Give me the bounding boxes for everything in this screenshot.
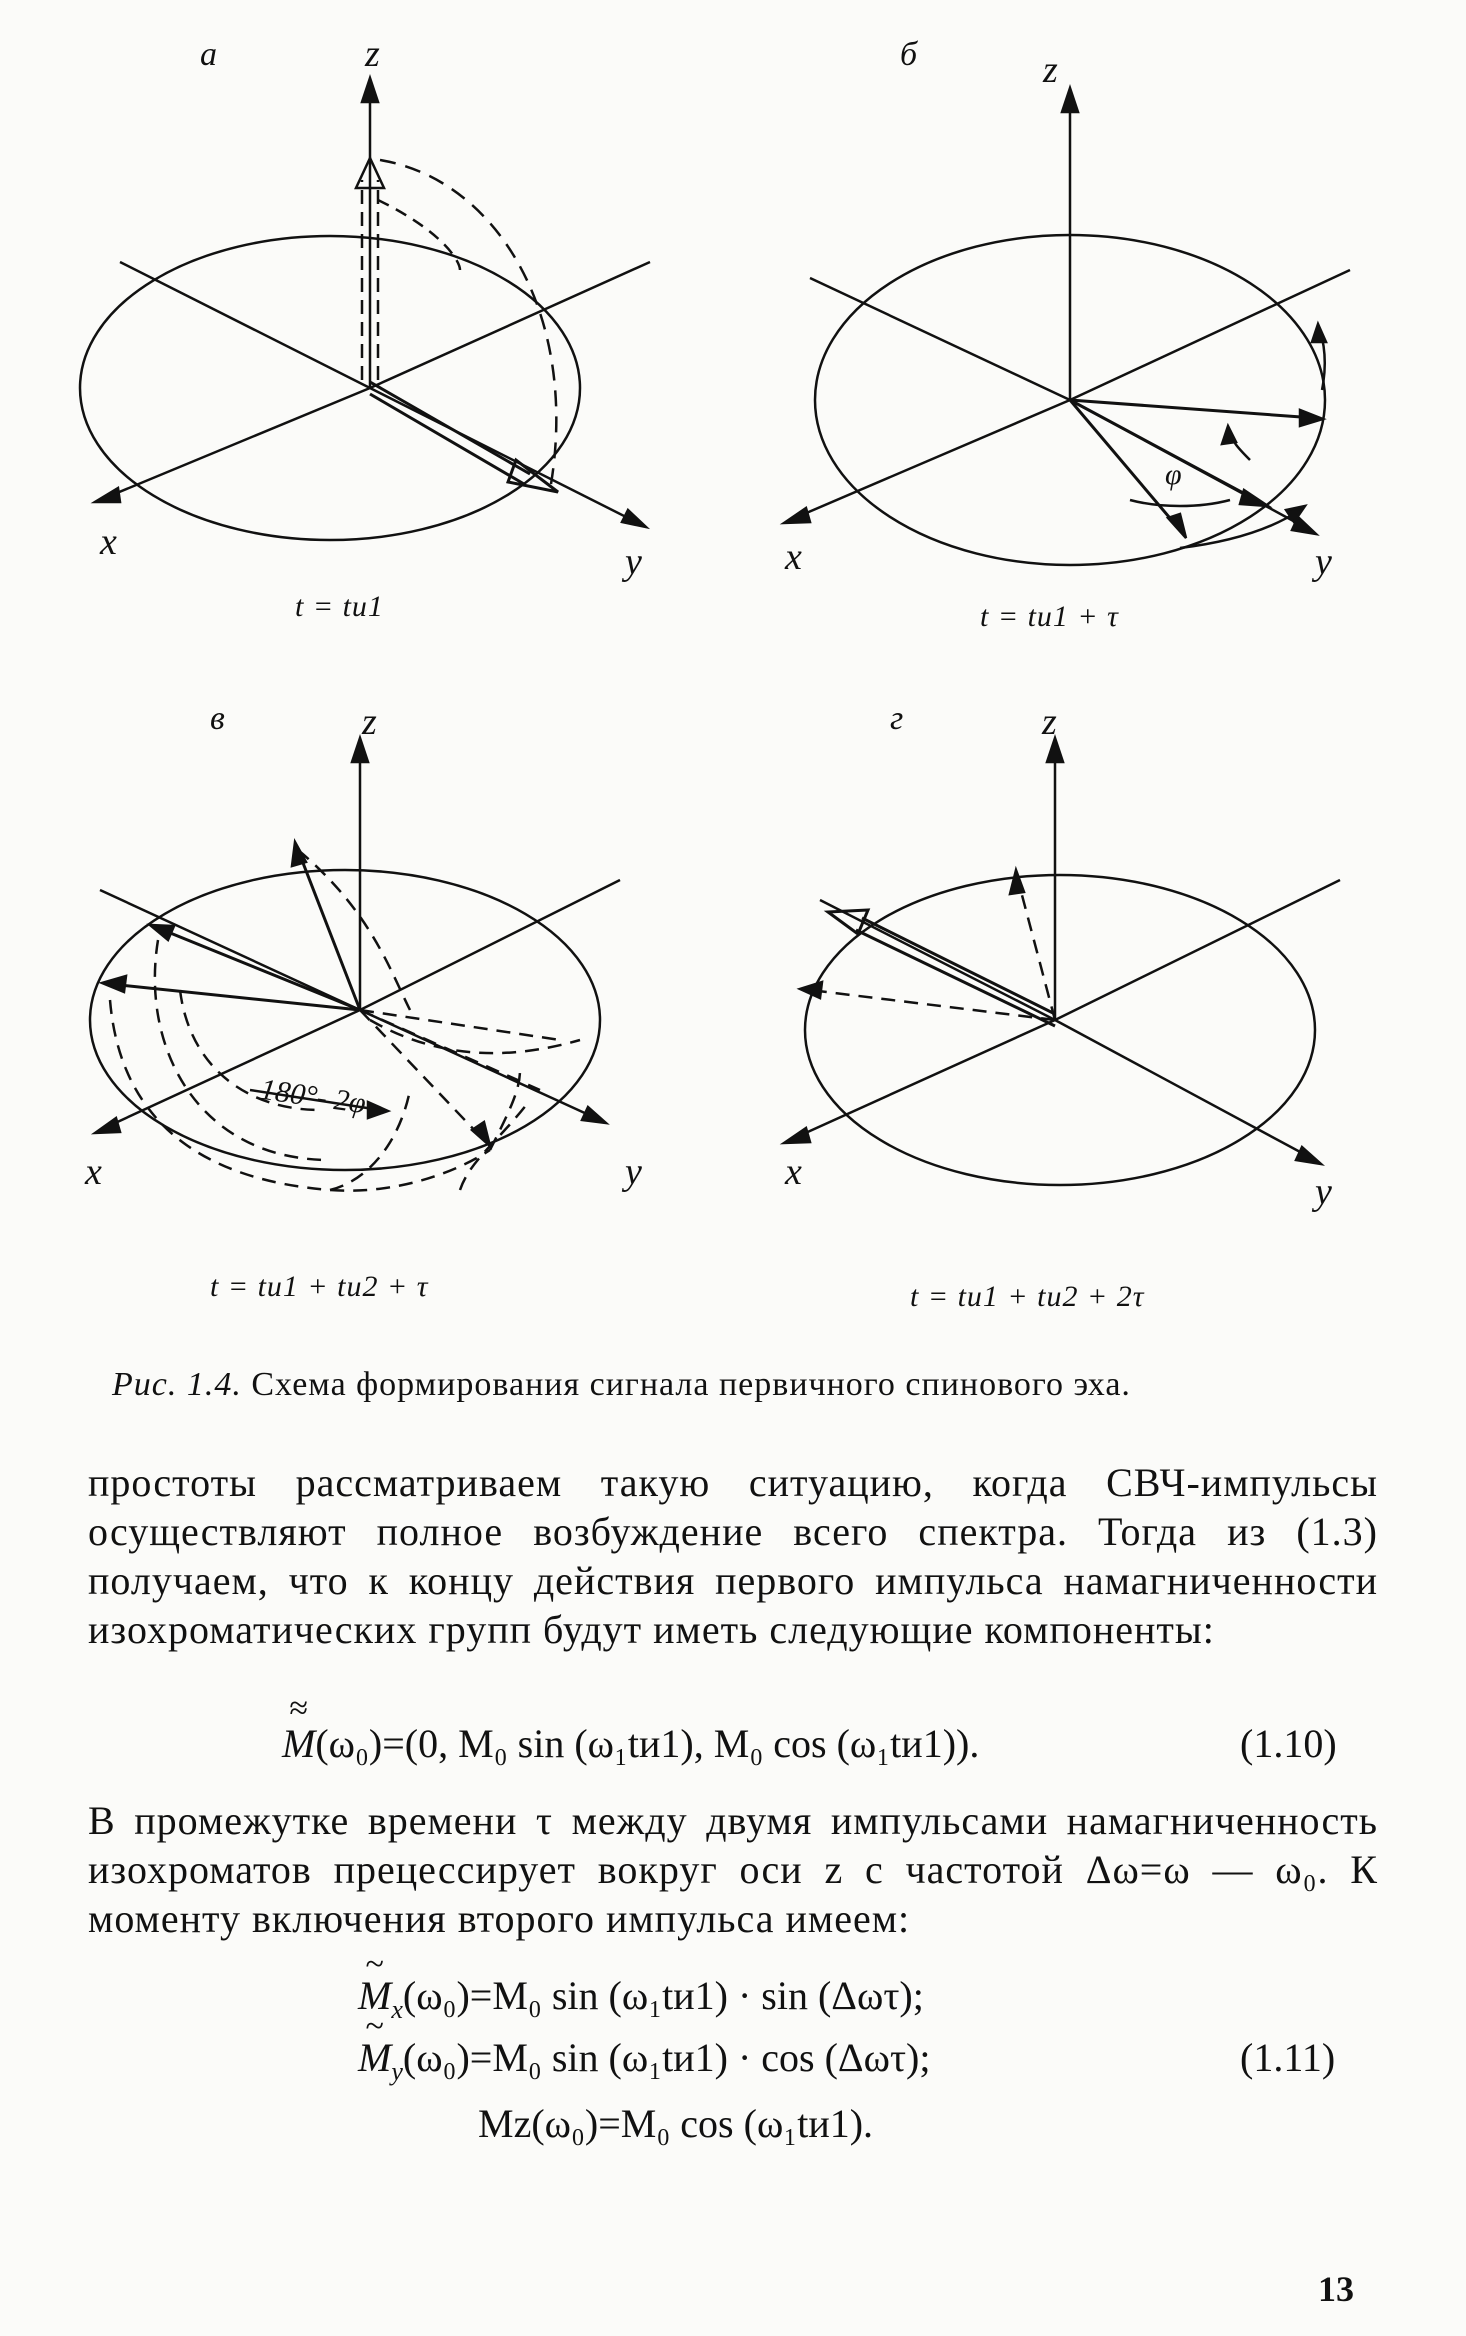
eq-1-10-body: (ω₀)=(0, M₀ sin (ω₁tи1), M₀ cos (ω₁tи1)). bbox=[315, 1721, 980, 1766]
eq-my-symbol: ~ M bbox=[358, 2034, 391, 2081]
axis-back-y bbox=[1070, 270, 1350, 400]
axis-x-line bbox=[100, 388, 370, 500]
panel-letter: в bbox=[210, 700, 225, 737]
axis-back-x bbox=[810, 278, 1070, 400]
axis-z-label: z bbox=[1042, 701, 1057, 743]
magnetization-arrow-1 bbox=[370, 382, 530, 474]
time-label: t = tи1 + τ bbox=[980, 600, 1119, 633]
magnetization-arrow-2 bbox=[370, 394, 524, 484]
axis-x-line bbox=[790, 1020, 1055, 1140]
magnetization-arrow-1 bbox=[110, 984, 360, 1010]
panel-b bbox=[760, 30, 1460, 690]
axis-x-arrow bbox=[95, 488, 120, 502]
eq-my-body: (ω₀)=M₀ sin (ω₁tи1) · cos (Δωτ); bbox=[402, 2035, 931, 2080]
magnetization-arrow-2 bbox=[1070, 400, 1260, 502]
dashed-components bbox=[810, 880, 1055, 1020]
paragraph-2: В промежутке времени τ между двумя импульсами намагниченность изохроматов прецессирует вокруг оси z с частотой Δω=ω — ω₀. К моменту включения второго импульса имеем: bbox=[88, 1798, 1378, 1941]
echo-magnetization-2 bbox=[856, 930, 1055, 1026]
axis-z-arrow bbox=[1062, 88, 1078, 112]
equation-1-11-line-1 bbox=[358, 1972, 924, 2025]
time-label: t = tи1 + tи2 + τ bbox=[210, 1270, 429, 1303]
axis-x-label: x bbox=[100, 521, 117, 563]
equation-1-11-line-2 bbox=[358, 2034, 931, 2087]
panel-letter: а bbox=[200, 36, 217, 73]
precession-ellipse bbox=[80, 236, 580, 540]
equation-number-1-10: (1.10) bbox=[1240, 1721, 1337, 1766]
paragraph-1: простоты рассматриваем такую ситуацию, когда СВЧ-импульсы осуществляют полное возбуждение всего спектра. Тогда из (1.3) получаем, что к концу действия первого импульса намагниченности изохроматических групп будут иметь следующие компоненты: bbox=[88, 1460, 1378, 1652]
eq-my-sub: y bbox=[391, 2057, 403, 2086]
panel-letter: б bbox=[900, 36, 918, 73]
axis-y-label: y bbox=[1315, 541, 1332, 583]
page-number: 13 bbox=[1318, 2269, 1354, 2309]
axis-y-label: y bbox=[625, 541, 642, 583]
magnetization-arrow-1 bbox=[1070, 400, 1315, 418]
axis-back-x bbox=[820, 900, 1055, 1020]
axis-back-y bbox=[360, 880, 620, 1010]
angle-180-2phi-label: 180°- 2φ bbox=[258, 1072, 368, 1121]
precession-arc-1 bbox=[1130, 500, 1230, 506]
axis-y-arrow bbox=[582, 1107, 606, 1123]
time-label: t = tи1 bbox=[295, 590, 384, 623]
equation-1-10 bbox=[282, 1720, 979, 1767]
axis-x-label: x bbox=[85, 1151, 102, 1193]
precession-ellipse bbox=[805, 875, 1315, 1185]
axis-y-arrow bbox=[1296, 1147, 1321, 1164]
axis-y-label: y bbox=[1315, 1171, 1332, 1213]
caption-label: Рис. 1.4. bbox=[112, 1366, 242, 1403]
eq-mx-body: (ω₀)=M₀ sin (ω₁tи1) · sin (Δωτ); bbox=[402, 1973, 924, 2018]
axis-back-y bbox=[1055, 880, 1340, 1020]
panel-c-diagram bbox=[80, 690, 780, 1310]
axis-x-arrow bbox=[784, 1128, 810, 1143]
angle-phi-label: φ bbox=[1165, 458, 1182, 491]
axis-z-arrow bbox=[352, 738, 368, 762]
axis-y-line bbox=[360, 1010, 600, 1120]
angle-arrow bbox=[250, 1090, 380, 1110]
panel-d-diagram bbox=[760, 690, 1460, 1310]
equation-number-1-11: (1.11) bbox=[1240, 2035, 1336, 2080]
panel-c bbox=[80, 690, 780, 1350]
panel-d bbox=[760, 690, 1460, 1350]
axis-x-arrow bbox=[784, 508, 810, 523]
axis-z-arrow bbox=[1047, 738, 1063, 762]
eq-mx-symbol: ~ M bbox=[358, 1972, 391, 2019]
precession-ellipse bbox=[90, 870, 600, 1170]
rotation-path bbox=[380, 160, 556, 490]
axis-y-line bbox=[1055, 1020, 1315, 1160]
time-label: t = tи1 + tи2 + 2τ bbox=[910, 1280, 1145, 1313]
equation-1-11-line-3: Mz(ω₀)=M₀ cos (ω₁tи1). bbox=[478, 2101, 874, 2146]
axis-z-label: z bbox=[365, 33, 380, 75]
magnetization-arrow-3 bbox=[1070, 400, 1180, 530]
eq-mx-sub: x bbox=[391, 1995, 403, 2024]
magnetization-arrow-2 bbox=[158, 928, 360, 1010]
axis-y-label: y bbox=[625, 1151, 642, 1193]
axis-back-y bbox=[370, 262, 650, 388]
axis-x-label: x bbox=[785, 536, 802, 578]
axis-x-line bbox=[100, 1010, 360, 1130]
axis-x-arrow bbox=[95, 1118, 120, 1133]
axis-x-label: x bbox=[785, 1151, 802, 1193]
panel-b-diagram bbox=[760, 30, 1460, 650]
panel-a-diagram bbox=[80, 30, 780, 650]
axis-z-arrow bbox=[362, 78, 378, 102]
axis-z-label: z bbox=[362, 701, 377, 743]
axis-z-label: z bbox=[1043, 49, 1058, 91]
axis-back-x bbox=[120, 262, 370, 388]
eq-vector-m: ≈ M bbox=[282, 1720, 315, 1767]
axis-y-arrow bbox=[622, 510, 646, 527]
figure-caption bbox=[112, 1366, 1362, 1404]
panel-a bbox=[80, 30, 780, 690]
refocusing-dashed bbox=[110, 850, 580, 1191]
axis-y-line bbox=[370, 388, 640, 524]
rotation-path-2 bbox=[378, 200, 460, 270]
panel-letter: г bbox=[890, 700, 904, 737]
caption-text: Схема формирования сигнала первичного спинового эха. bbox=[251, 1366, 1131, 1403]
